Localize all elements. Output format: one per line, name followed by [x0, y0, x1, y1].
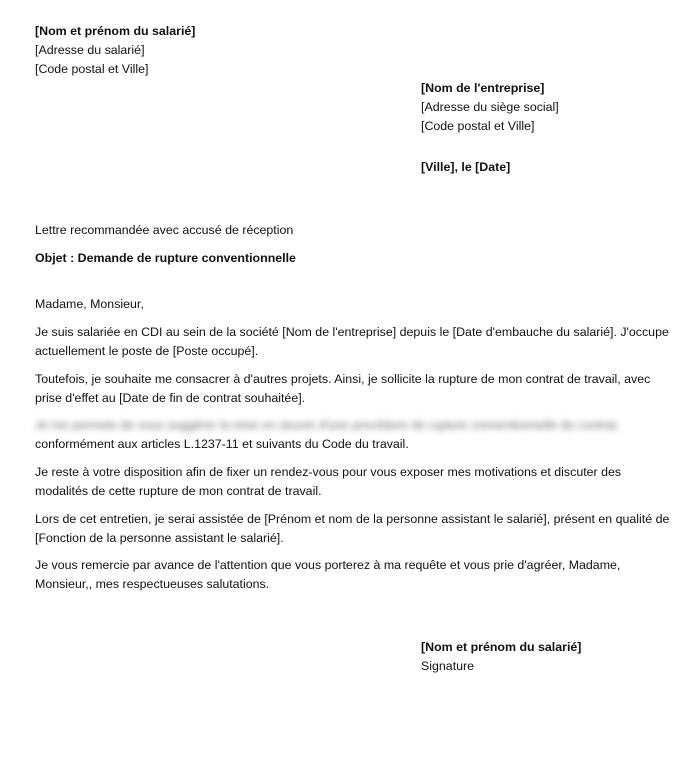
legal-reference-line: conformément aux articles L.1237-11 et suivants du Code du travail. [35, 437, 409, 451]
paragraph-assistance: Lors de cet entretien, je serai assistée de [Prénom et nom de la personne assistant le salarié], présent en qualité de [Fonction de la personne assistant le salarié]. [35, 512, 670, 545]
greeting: Madame, Monsieur, [35, 297, 144, 311]
sender-address: [Adresse du salarié] [35, 43, 145, 57]
sender-name: [Nom et prénom du salarié] [35, 24, 196, 38]
sender-city: [Code postal et Ville] [35, 62, 149, 76]
signature-name: [Nom et prénom du salarié] [421, 640, 582, 654]
recipient-city: [Code postal et Ville] [421, 119, 535, 133]
recipient-address: [Adresse du siège social] [421, 100, 559, 114]
signature-label: Signature [421, 659, 475, 673]
paragraph-closing: Je vous remercie par avance de l'attention que vous porterez à ma requête et vous prie d'agréer, Madame, Monsieur,, mes respectueuses salutations. [35, 558, 621, 591]
paragraph-legal-basis [35, 416, 675, 454]
blurred-text-line: Je me permets de vous suggérer la mise en œuvre d'une procédure de rupture conventionnelle du contrat, [35, 418, 620, 432]
recipient-block [421, 79, 559, 136]
registered-mail-mention: Lettre recommandée avec accusé de réception [35, 223, 294, 237]
paragraph-availability: Je reste à votre disposition afin de fixer un rendez-vous pour vous exposer mes motivations et discuter des modalités de cette rupture de mon contrat de travail. [35, 465, 622, 498]
recipient-name: [Nom de l'entreprise] [421, 81, 545, 95]
sender-block [35, 22, 195, 79]
paragraph-employment: Je suis salariée en CDI au sein de la société [Nom de l'entreprise] depuis le [Date d'embauche du salarié]. J'occupe actuellement le poste de [Poste occupé]. [35, 325, 669, 358]
letter-subject: Objet : Demande de rupture conventionnelle [35, 251, 296, 265]
signature-block [421, 638, 581, 676]
paragraph-request: Toutefois, je souhaite me consacrer à d'autres projets. Ainsi, je sollicite la rupture de mon contrat de travail, avec prise d'effet au [Date de fin de contrat souhaitée]. [35, 372, 651, 405]
place-date: [Ville], le [Date] [421, 160, 511, 174]
